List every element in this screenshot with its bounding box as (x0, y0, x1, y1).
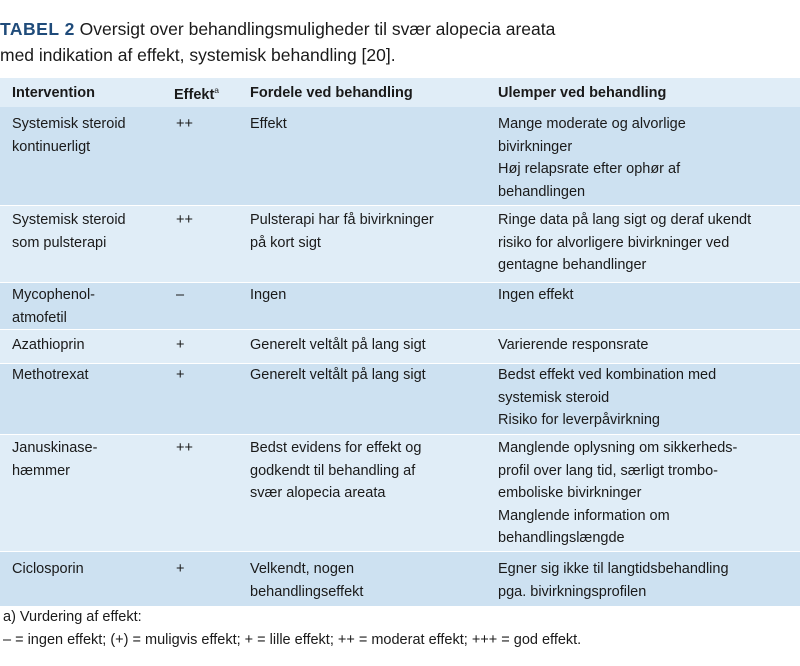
cell-intervention: Systemisk steroid som pulsterapi (12, 212, 126, 251)
header-fordele: Fordele ved behandling (250, 85, 413, 101)
cell-effekt: ++ (176, 440, 193, 456)
cell-fordele: Velkendt, nogen behandlingseffekt (250, 561, 364, 600)
cell-intervention: Methotrexat (12, 367, 89, 383)
cell-fordele: Pulsterapi har få bivirkninger på kort sigt (250, 212, 434, 251)
cell-effekt: – (176, 287, 185, 303)
table-row (0, 435, 800, 551)
cell-fordele: Generelt veltålt på lang sigt (250, 367, 426, 383)
caption-text-1: Oversigt over behandlingsmuligheder til svær alopecia areata (74, 19, 556, 39)
cell-effekt: ++ (176, 212, 193, 228)
cell-fordele: Ingen (250, 287, 287, 303)
cell-fordele: Bedst evidens for effekt og godkendt til behandling af svær alopecia areata (250, 440, 422, 501)
cell-ulemper: Bedst effekt ved kombination med systemisk steroid Risiko for leverpåvirkning (498, 367, 717, 428)
table-caption (0, 16, 800, 68)
table-row (0, 552, 800, 606)
cell-effekt: + (176, 561, 185, 577)
cell-ulemper: Ringe data på lang sigt og deraf ukendt risiko for alvorligere bivirkninger ved gentagne behandlinger (498, 212, 752, 273)
caption-text-2: med indikation af effekt, systemisk behandling [20]. (0, 45, 396, 65)
header-effekt (174, 85, 219, 103)
caption-line-1 (0, 16, 800, 42)
cell-effekt: ++ (176, 116, 193, 132)
cell-ulemper: Ingen effekt (498, 287, 574, 303)
footnote-line-1: a) Vurdering af effekt: (3, 609, 142, 625)
cell-intervention: Januskinase- hæmmer (12, 440, 98, 479)
table-row (0, 283, 800, 329)
cell-ulemper: Manglende oplysning om sikkerheds- profil over lang tid, særligt trombo- emboliske bivirkninger Manglende information om behandlingslængde (498, 440, 738, 546)
cell-ulemper: Varierende responsrate (498, 337, 649, 353)
cell-intervention: Ciclosporin (12, 561, 84, 577)
cell-ulemper: Mange moderate og alvorlige bivirkninger Høj relapsrate efter ophør af behandlingen (498, 116, 686, 200)
table-row (0, 364, 800, 434)
header-effekt-footnote-mark: a (214, 85, 220, 95)
cell-intervention: Systemisk steroid kontinuerligt (12, 116, 126, 155)
footnote-line-2: – = ingen effekt; (+) = muligvis effekt; + = lille effekt; ++ = moderat effekt; +++ = god effekt. (3, 631, 582, 648)
cell-effekt: + (176, 337, 185, 353)
header-effekt-label: Effekt (174, 86, 215, 103)
header-ulemper: Ulemper ved behandling (498, 85, 667, 101)
table-row (0, 107, 800, 205)
table-label: TABEL 2 (0, 19, 75, 39)
table-footnote (0, 606, 800, 651)
treatment-table (0, 78, 800, 606)
table-row (0, 206, 800, 282)
cell-intervention: Mycophenol- atmofetil (12, 287, 96, 326)
cell-intervention: Azathioprin (12, 337, 85, 353)
cell-fordele: Effekt (250, 116, 287, 132)
header-intervention: Intervention (12, 85, 95, 101)
table-row (0, 330, 800, 363)
cell-ulemper: Egner sig ikke til langtidsbehandling pga. bivirkningsprofilen (498, 561, 729, 600)
cell-fordele: Generelt veltålt på lang sigt (250, 337, 426, 353)
cell-effekt: + (176, 367, 185, 383)
table-header (0, 78, 800, 106)
